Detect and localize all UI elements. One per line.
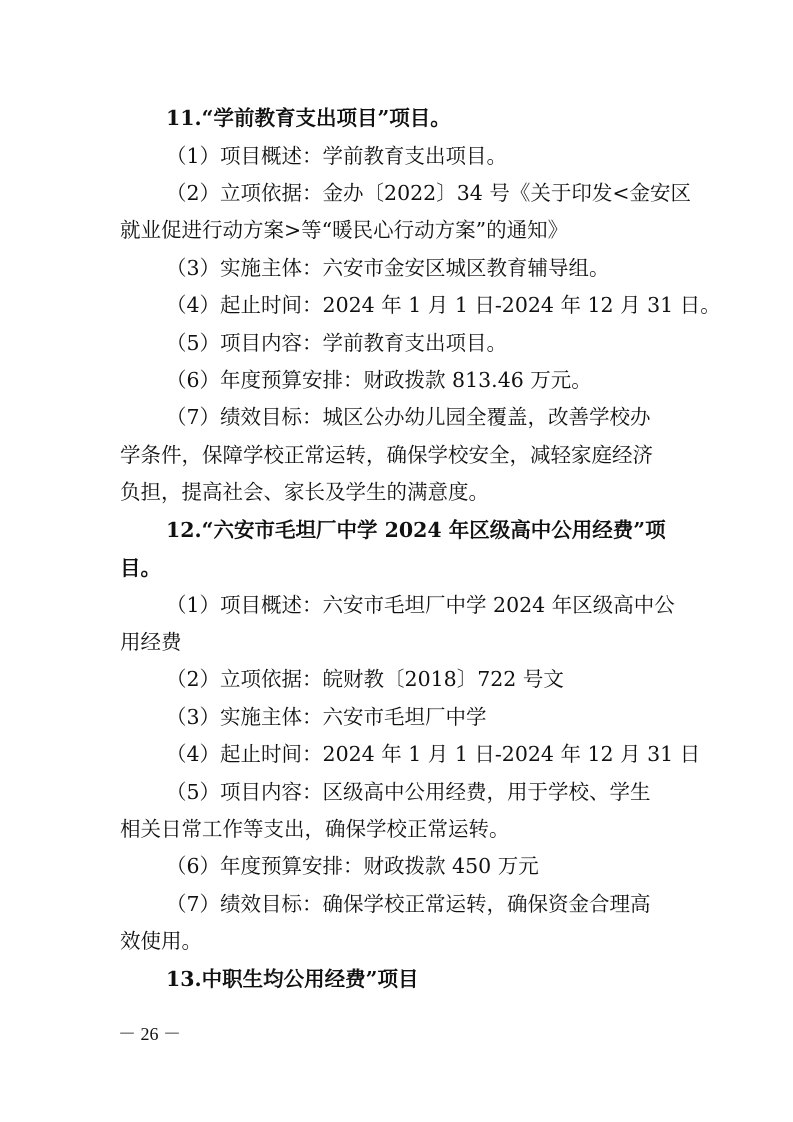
section-12-overview-line-2: 用经费 (120, 630, 182, 654)
section-12-heading-line-2: 目。 (120, 556, 161, 580)
section-11-period: （4）起止时间：2024 年 1 月 1 日-2024 年 12 月 31 日。 (166, 293, 721, 317)
section-11-implementer: （3）实施主体：六安市金安区城区教育辅导组。 (166, 256, 610, 280)
section-12-basis: （2）立项依据：皖财教〔2018〕722 号文 (166, 667, 564, 691)
section-11-budget: （6）年度预算安排：财政拨款 813.46 万元。 (166, 368, 592, 392)
section-11-goal-line-3: 负担，提高社会、家长及学生的满意度。 (120, 480, 489, 504)
section-11-basis-line-2: 就业促进行动方案>等“暖民心行动方案”的通知》 (120, 218, 569, 242)
section-12-content-line-2: 相关日常工作等支出，确保学校正常运转。 (120, 817, 510, 841)
section-12-implementer: （3）实施主体：六安市毛坦厂中学 (166, 705, 487, 729)
section-12-goal-line-2: 效使用。 (120, 929, 202, 953)
section-12-overview-line-1: （1）项目概述：六安市毛坦厂中学 2024 年区级高中公 (166, 593, 675, 617)
page-number: － 26 － (118, 1024, 181, 1044)
section-11-content: （5）项目内容：学前教育支出项目。 (166, 331, 508, 355)
section-11-heading: 11.“学前教育支出项目”项目。 (166, 106, 451, 130)
section-12-period: （4）起止时间：2024 年 1 月 1 日-2024 年 12 月 31 日 (166, 742, 701, 766)
section-11-goal-line-2: 学条件，保障学校正常运转，确保学校安全，减轻家庭经济 (120, 443, 653, 467)
section-12-goal-line-1: （7）绩效目标：确保学校正常运转，确保资金合理高 (166, 892, 651, 916)
section-11-basis-line-1: （2）立项依据：金办〔2022〕34 号《关于印发<金安区 (166, 181, 691, 205)
section-11-goal-line-1: （7）绩效目标：城区公办幼儿园全覆盖，改善学校办 (166, 405, 651, 429)
section-12-content-line-1: （5）项目内容：区级高中公用经费，用于学校、学生 (166, 780, 651, 804)
section-13-heading: 13.中职生均公用经费”项目 (166, 967, 419, 991)
section-12-budget: （6）年度预算安排：财政拨款 450 万元 (166, 854, 539, 878)
section-11-overview: （1）项目概述：学前教育支出项目。 (166, 144, 508, 168)
section-12-heading-line-1: 12.“六安市毛坦厂中学 2024 年区级高中公用经费”项 (166, 518, 666, 542)
